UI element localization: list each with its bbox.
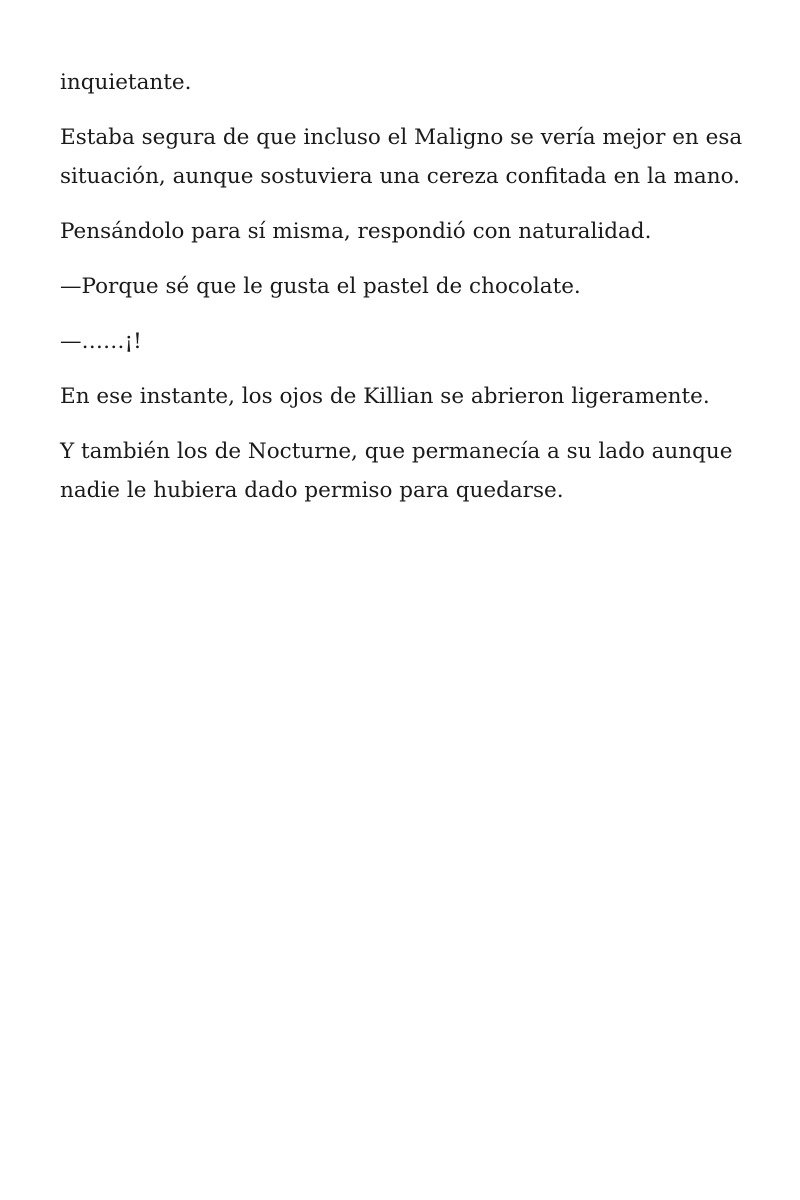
paragraph-2: Estaba segura de que incluso el Maligno se vería mejor en esa situación, aunque sostuviera una cereza confitada en la mano. — [60, 125, 743, 189]
document-page — [60, 63, 750, 526]
paragraph-7: Y también los de Nocturne, que permanecía a su lado aunque nadie le hubiera dado permiso para quedarse. — [60, 439, 733, 503]
paragraph-4: —Porque sé que le gusta el pastel de chocolate. — [60, 274, 581, 299]
paragraph-3: Pensándolo para sí misma, respondió con naturalidad. — [60, 219, 652, 244]
paragraph-5: —……¡! — [60, 329, 142, 354]
paragraph-1: inquietante. — [60, 70, 192, 95]
paragraph-6: En ese instante, los ojos de Killian se abrieron ligeramente. — [60, 384, 710, 409]
